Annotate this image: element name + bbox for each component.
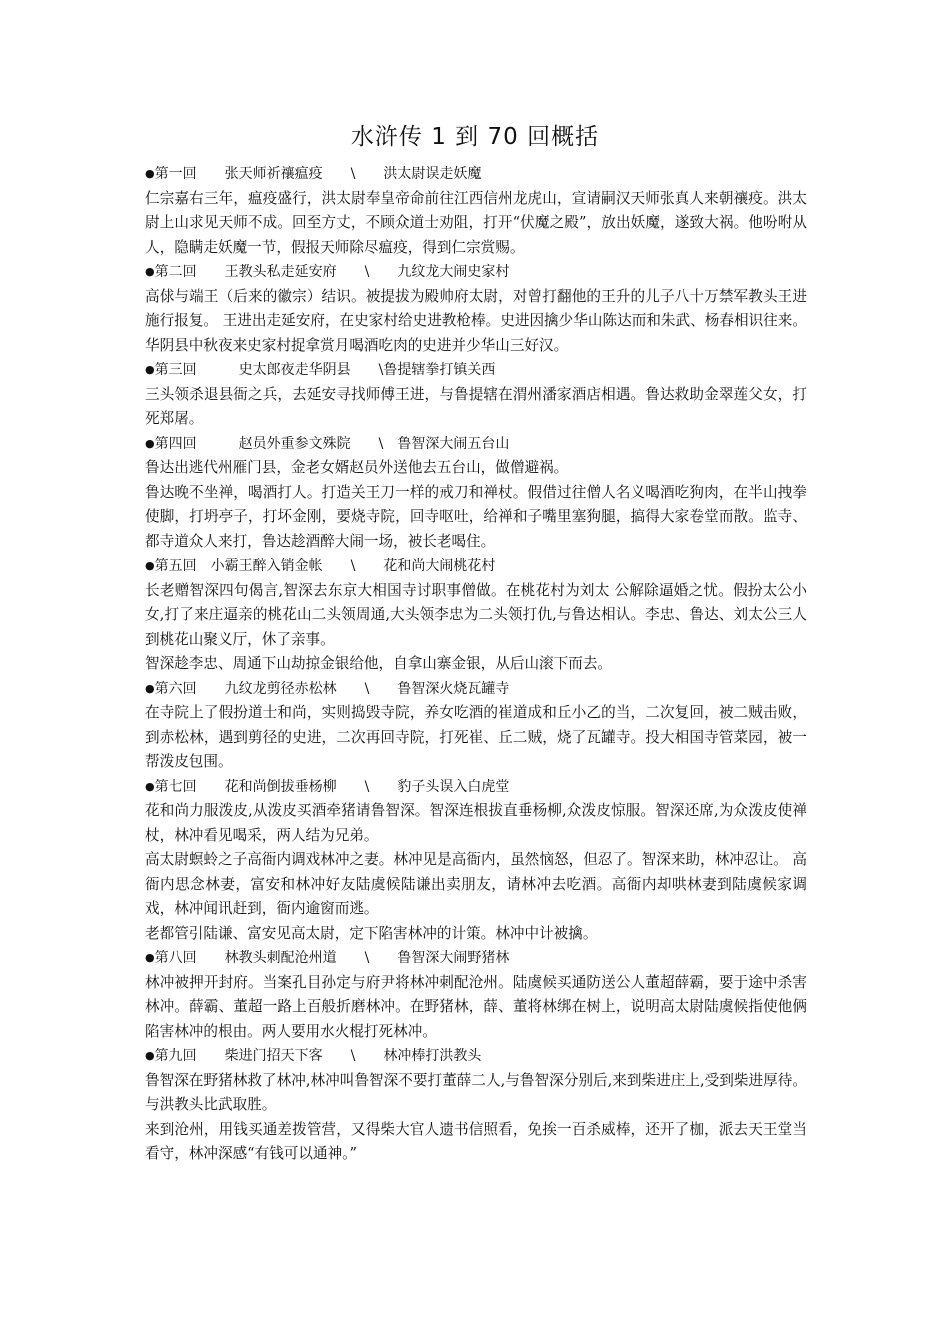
chapter-paragraph: 仁宗嘉右三年，瘟疫盛行，洪太尉奉皇帝命前往江西信州龙虎山，宣请嗣汉天师张真人来朝禳疫。洪太尉上山求见天师不成。回至方丈，不顾众道士劝阻，打开“伏魔之殿”，放出妖魔，遂致大祸。他吩咐从人，隐瞒走妖魔一节，假报天师除尽瘟疫，得到仁宗赏赐。 — [145, 189, 807, 256]
chapter-paragraph: 在寺院上了假扮道士和尚，实则捣毁寺院，养女吃酒的崔道成和丘小乙的当，二次复回，被二贼击败，到赤松林，遇到剪径的史进，二次再回寺院，打死崔、丘二贼，烧了瓦罐寺。投大相国寺管菜园，被一帮泼皮包围。 — [145, 704, 807, 770]
chapter-paragraph: 三头领杀退县衙之兵，去延安寻找师傅王进，与鲁提辖在渭州潘家酒店相遇。鲁达救助金翠莲父女，打死郑屠。 — [145, 385, 807, 427]
chapter-paragraph: 智深趁李忠、周通下山劫掠金银给他，自拿山寨金银，从后山滚下而去。 — [145, 655, 613, 672]
chapter-heading — [145, 946, 807, 971]
chapter-heading-text: 第四回 赵员外重参文殊院 \ 鲁智深大闹五台山 — [154, 435, 510, 452]
chapter-heading — [145, 677, 807, 702]
chapter-heading-text: 第八回 林教头刺配沧州道 \ 鲁智深大闹野猪林 — [154, 950, 510, 966]
chapter-paragraph: 林冲被押开封府。当案孔目孙定与府尹将林冲刺配沧州。陆虞候买通防送公人董超薛霸，要于途中杀害林冲。薛霸、董超一路上百般折磨林冲。在野猪林，薛、董将林绑在树上，说明高太尉陆虞候指使他俩陷害林冲的根由。两人要用水火棍打死林冲。 — [145, 973, 807, 1040]
document-title: 水浒传 1 到 70 回概括 — [350, 124, 600, 150]
chapter-heading — [145, 432, 807, 457]
chapter-paragraph: 鲁达晚不坐禅，喝酒打人。打造关王刀一样的戒刀和禅杖。假借过往僧人名义喝酒吃狗肉，在半山拽拳使脚，打坍亭子，打坏金刚，要烧寺院，回寺呕吐，给禅和子嘴里塞狗腿，搞得大家卷堂而散。监寺、都寺道众人来打，鲁达趁酒醉大闹一场，被长老喝住。 — [145, 483, 807, 550]
bullet-icon: ● — [145, 1049, 155, 1062]
chapter-heading-text: 第一回 张天师祈禳瘟疫 \ 洪太尉误走妖魔 — [154, 166, 482, 182]
chapter-1 — [145, 162, 807, 260]
chapter-heading — [145, 260, 807, 285]
chapter-heading-text: 第三回 史太郎夜走华阴县 \鲁提辖拳打镇关西 — [154, 362, 496, 378]
chapter-heading-text: 第九回 柴进门招天下客 \ 林冲棒打洪教头 — [154, 1048, 482, 1064]
chapter-heading — [145, 1044, 807, 1069]
chapter-paragraph: 长老赠智深四句偈言,智深去东京大相国寺讨职事僧做。在桃花村为刘太 公解除逼婚之忧。假扮太公小女,打了来庄逼亲的桃花山二头领周通,大头领李忠为二头领打仇,与鲁达相认。李忠、鲁达、刘太公三人到桃花山聚义厅，休了亲事。 — [145, 581, 807, 648]
bullet-icon: ● — [145, 167, 155, 180]
chapter-paragraph: 鲁智深在野猪林救了林冲,林冲叫鲁智深不要打董薛二人,与鲁智深分别后,来到柴进庄上,受到柴进厚待。与洪教头比武取胜。 — [145, 1071, 807, 1113]
chapter-6 — [145, 677, 807, 775]
chapter-7 — [145, 775, 807, 947]
chapter-2 — [145, 260, 807, 358]
chapter-paragraph: 高俅与端王（后来的徽宗）结识。被提拔为殿帅府太尉，对曾打翻他的王升的儿子八十万禁军教头王进施行报复。 王进出走延安府，在史家村给史进教枪棒。史进因擒少华山陈达而和朱武、杨春相识往来。华阴县中秋夜来史家村捉拿赏月喝酒吃肉的史进并少华山三好汉。 — [145, 287, 807, 354]
chapter-heading-text: 第六回 九纹龙剪径赤松林 \ 鲁智深火烧瓦罐寺 — [154, 680, 510, 697]
bullet-icon: ● — [145, 436, 155, 450]
chapter-paragraph: 来到沧州，用钱买通差拨管营，又得柴大官人遗书信照看，免挨一百杀威棒，还开了枷，派去天王堂当看守，林冲深感“有钱可以通神。” — [145, 1120, 807, 1162]
chapter-paragraph: 鲁达出逃代州雁门县，金老女婿赵员外送他去五台山，做僧避祸。 — [145, 459, 569, 476]
chapter-4 — [145, 432, 807, 555]
chapter-heading — [145, 358, 807, 383]
chapter-heading-text: 第五回 小霸王醉入销金帐 \ 花和尚大闹桃花村 — [154, 558, 496, 574]
chapter-5 — [145, 554, 807, 677]
bullet-icon: ● — [145, 265, 155, 278]
chapter-heading-text: 第二回 王教头私走延安府 \ 九纹龙大闹史家村 — [154, 264, 510, 280]
bullet-icon: ● — [145, 681, 155, 695]
chapter-paragraph: 花和尚力服泼皮,从泼皮买酒牵猪请鲁智深。智深连根拔直垂杨柳,众泼皮惊服。智深还席,为众泼皮使禅杖，林冲看见喝采，两人结为兄弟。 — [145, 802, 807, 844]
chapter-heading — [145, 554, 807, 579]
bullet-icon: ● — [145, 559, 155, 572]
chapter-3 — [145, 358, 807, 432]
bullet-icon: ● — [145, 951, 155, 964]
chapter-paragraph: 高太尉螟蛉之子高衙内调戏林冲之妻。林冲见是高衙内，虽然恼怒，但忍了。智深来助，林冲忍让。 高衙内思念林妻，富安和林冲好友陆虞候陆谦出卖朋友，请林冲去吃酒。高衙内却哄林妻到陆虞候家调戏，林冲闻讯赶到，衙内逾窗而逃。 — [145, 851, 807, 917]
chapter-list — [145, 162, 807, 1167]
bullet-icon: ● — [145, 779, 155, 793]
chapter-heading — [145, 775, 807, 800]
chapter-heading — [145, 162, 807, 187]
chapter-heading-text: 第七回 花和尚倒拔垂杨柳 \ 豹子头误入白虎堂 — [154, 778, 510, 795]
chapter-8 — [145, 946, 807, 1044]
chapter-9 — [145, 1044, 807, 1167]
chapter-paragraph: 老都管引陆谦、富安见高太尉，定下陷害林冲的计策。林冲中计被擒。 — [145, 924, 598, 942]
bullet-icon: ● — [145, 363, 155, 376]
